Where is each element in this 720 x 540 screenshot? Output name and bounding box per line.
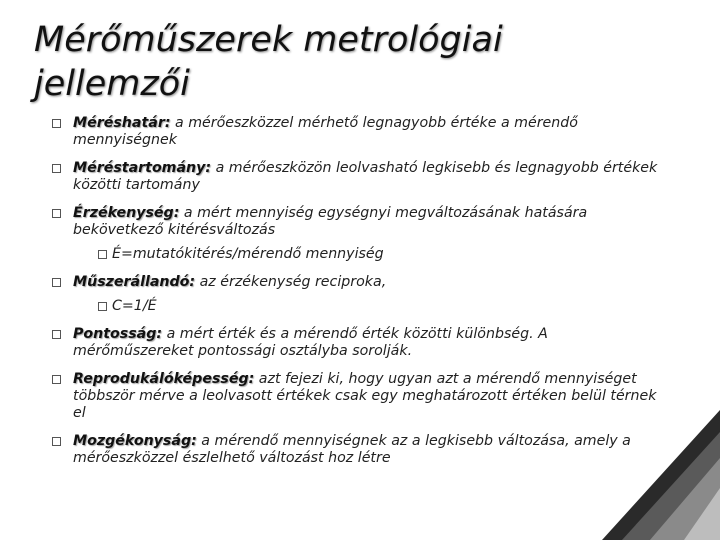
slide-title <box>34 18 503 106</box>
bullet-muszerallando <box>52 274 672 291</box>
definition-text: a mérőeszközzel mérhető legnagyobb értéke a mérendő mennyiségnek <box>73 115 578 148</box>
checkbox-bullet-icon <box>52 278 61 287</box>
bullet-erzekenyseg <box>52 205 672 239</box>
checkbox-bullet-icon <box>52 375 61 384</box>
term-label: Műszerállandó: <box>73 274 196 290</box>
formula-text: É=mutatókitérés/mérendő mennyiség <box>112 246 384 262</box>
checkbox-bullet-icon <box>98 302 107 311</box>
definition-text: azt fejezi ki, hogy ugyan azt a mérendő mennyiséget többször mérve a leolvasott értékek csak egy meghatározott értéken belül térnek el <box>73 371 657 421</box>
term-label: Méréstartomány: <box>73 160 212 176</box>
definition-text: a mért mennyiség egységnyi megváltozásának hatására bekövetkező kitérésváltozás <box>73 205 588 238</box>
corner-decoration-graphic <box>602 410 720 540</box>
checkbox-bullet-icon <box>98 250 107 259</box>
formula-text: C=1/É <box>112 298 157 314</box>
checkbox-bullet-icon <box>52 164 61 173</box>
bullet-pontossag <box>52 326 672 360</box>
definition-text: az érzékenység reciproka, <box>195 274 387 290</box>
bullet-merestartomany <box>52 160 672 194</box>
bullet-list <box>52 115 672 478</box>
bullet-reprodukalokepesseg <box>52 371 672 422</box>
term-label: Méréshatár: <box>73 115 171 131</box>
definition-text: a mérendő mennyiségnek az a legkisebb változása, amely a mérőeszközzel észlelhető változást hoz létre <box>73 433 631 466</box>
term-label: Reprodukálóképesség: <box>73 371 255 387</box>
definition-text: a mérőeszközön leolvasható legkisebb és legnagyobb értékek közötti tartomány <box>73 160 658 193</box>
term-label: Érzékenység: <box>73 205 180 221</box>
checkbox-bullet-icon <box>52 209 61 218</box>
term-label: Pontosság: <box>73 326 163 342</box>
sub-bullet-erzekenyseg-formula <box>52 246 672 263</box>
checkbox-bullet-icon <box>52 119 61 128</box>
slide-title-line-2: jellemzői <box>34 64 190 104</box>
checkbox-bullet-icon <box>52 437 61 446</box>
bullet-meresh <box>52 115 672 149</box>
slide-title-line-1: Mérőműszerek metrológiai <box>34 20 503 60</box>
term-label: Mozgékonyság: <box>73 433 197 449</box>
bullet-mozgekonysag <box>52 433 672 467</box>
definition-text: a mért érték és a mérendő érték közötti különbség. A mérőműszereket pontossági osztályba sorolják. <box>73 326 548 359</box>
sub-bullet-muszerallando-formula <box>52 298 672 315</box>
checkbox-bullet-icon <box>52 330 61 339</box>
